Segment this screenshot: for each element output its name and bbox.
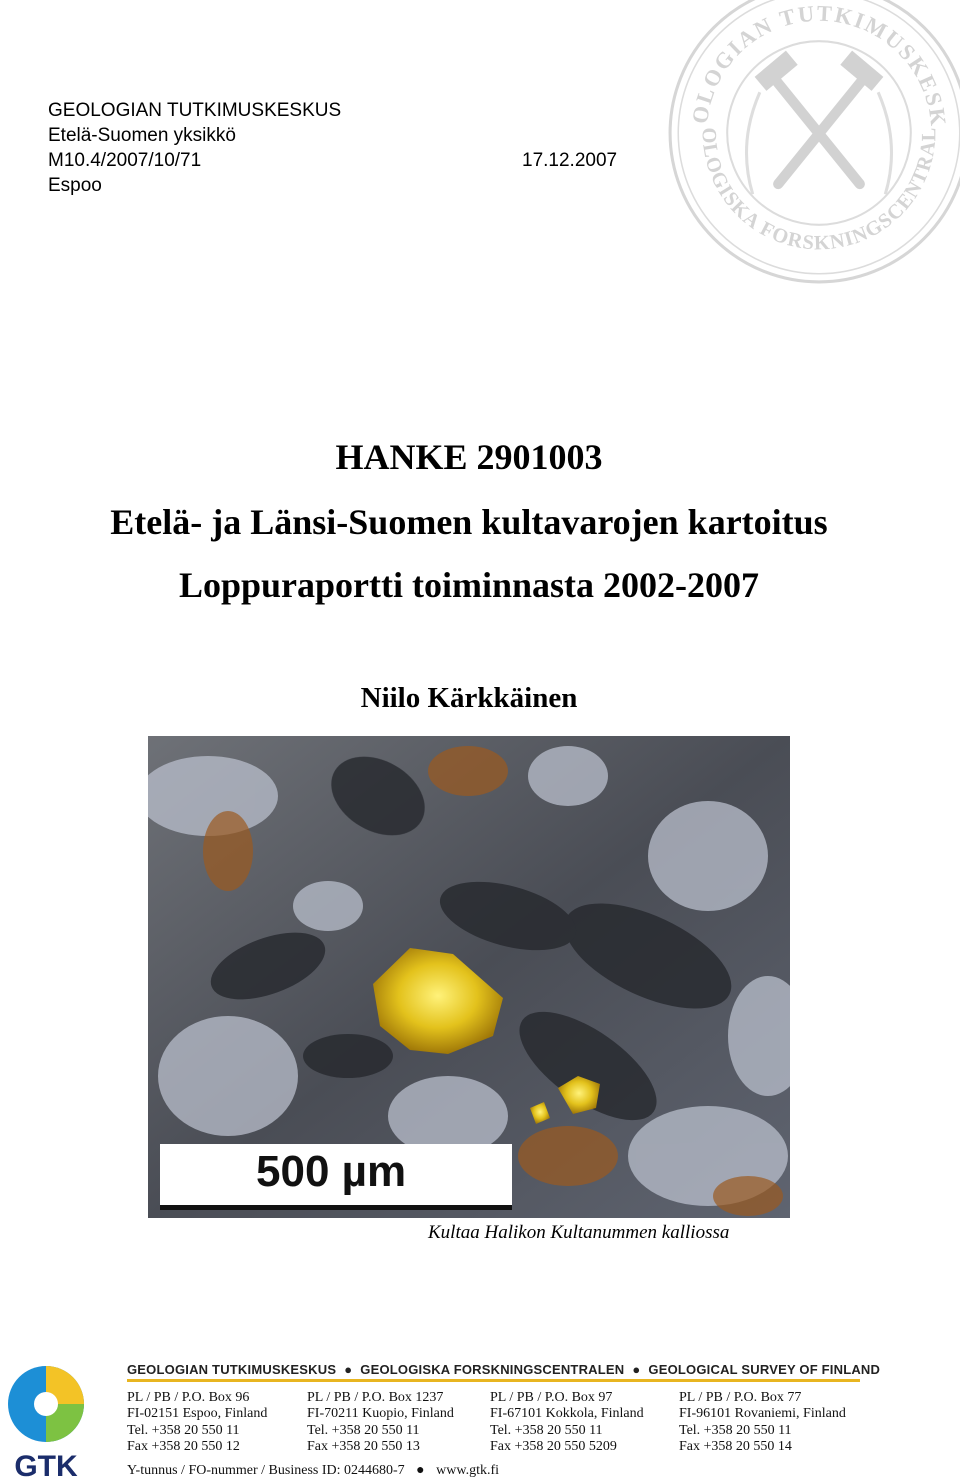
bullet-icon: ● [632,1362,641,1377]
bullet-icon: ● [416,1463,425,1478]
report-date: 17.12.2007 [522,150,618,171]
office-fax: Fax +358 20 550 14 [679,1438,792,1454]
footer-business-line [127,1463,499,1479]
office-fax: Fax +358 20 550 13 [307,1438,420,1454]
office-fax: Fax +358 20 550 12 [127,1438,240,1454]
office-kuopio [307,1390,454,1455]
office-city: FI-67101 Kokkola, Finland [490,1406,644,1422]
scale-label: 500 µm [256,1147,407,1196]
office-tel: Tel. +358 20 550 11 [307,1422,420,1438]
gtk-globe-logo-icon [4,1362,88,1480]
hammer-crossed-seal-icon [666,0,960,286]
office-city: FI-96101 Rovaniemi, Finland [679,1406,846,1422]
office-box: PL / PB / P.O. Box 96 [127,1390,250,1405]
office-espoo [127,1390,267,1455]
office-box: PL / PB / P.O. Box 77 [679,1390,802,1405]
office-tel: Tel. +358 20 550 11 [679,1422,792,1438]
photo-caption: Kultaa Halikon Kultanummen kalliossa [428,1222,730,1243]
footer-org-sv: GEOLOGISKA FORSKNINGSCENTRALEN [360,1362,625,1377]
report-id: M10.4/2007/10/71 [48,150,202,171]
header-org: GEOLOGIAN TUTKIMUSKESKUS [48,100,342,121]
office-tel: Tel. +358 20 550 11 [490,1422,603,1438]
office-fax: Fax +358 20 550 5209 [490,1438,617,1454]
header-unit: Etelä-Suomen yksikkö [48,125,236,146]
footer-divider [127,1379,860,1382]
business-id: Y-tunnus / FO-nummer / Business ID: 0244680-7 [127,1463,405,1478]
project-title: HANKE 2901003 [335,437,603,477]
report-subtitle: Loppuraportti toiminnasta 2002-2007 [178,565,760,605]
office-box: PL / PB / P.O. Box 97 [490,1390,613,1405]
footer-org-fi: GEOLOGIAN TUTKIMUSKESKUS [127,1362,337,1377]
seal-text-top: OLOGIAN TUTKIMUSKESK [686,0,952,130]
gold-sample-photo [148,736,790,1218]
scale-bar [160,1144,512,1210]
seal-text-bottom: OLOGISKA FORSKNINGSCENTRAL [697,126,941,255]
office-tel: Tel. +358 20 550 11 [127,1422,240,1438]
gtk-logo-text: GTK [14,1450,78,1480]
office-kokkola [490,1390,644,1455]
footer-org-en: GEOLOGICAL SURVEY OF FINLAND [648,1362,881,1377]
author-name: Niilo Kärkkäinen [360,682,578,714]
report-place: Espoo [48,175,102,196]
footer-org-band [127,1362,880,1377]
office-city: FI-02151 Espoo, Finland [127,1406,268,1422]
office-box: PL / PB / P.O. Box 1237 [307,1390,444,1405]
office-rovaniemi [679,1390,846,1455]
report-subject: Etelä- ja Länsi-Suomen kultavarojen kartoitus [110,502,828,542]
bullet-icon: ● [344,1362,353,1377]
website-link[interactable]: www.gtk.fi [436,1463,500,1478]
office-city: FI-70211 Kuopio, Finland [307,1406,454,1422]
